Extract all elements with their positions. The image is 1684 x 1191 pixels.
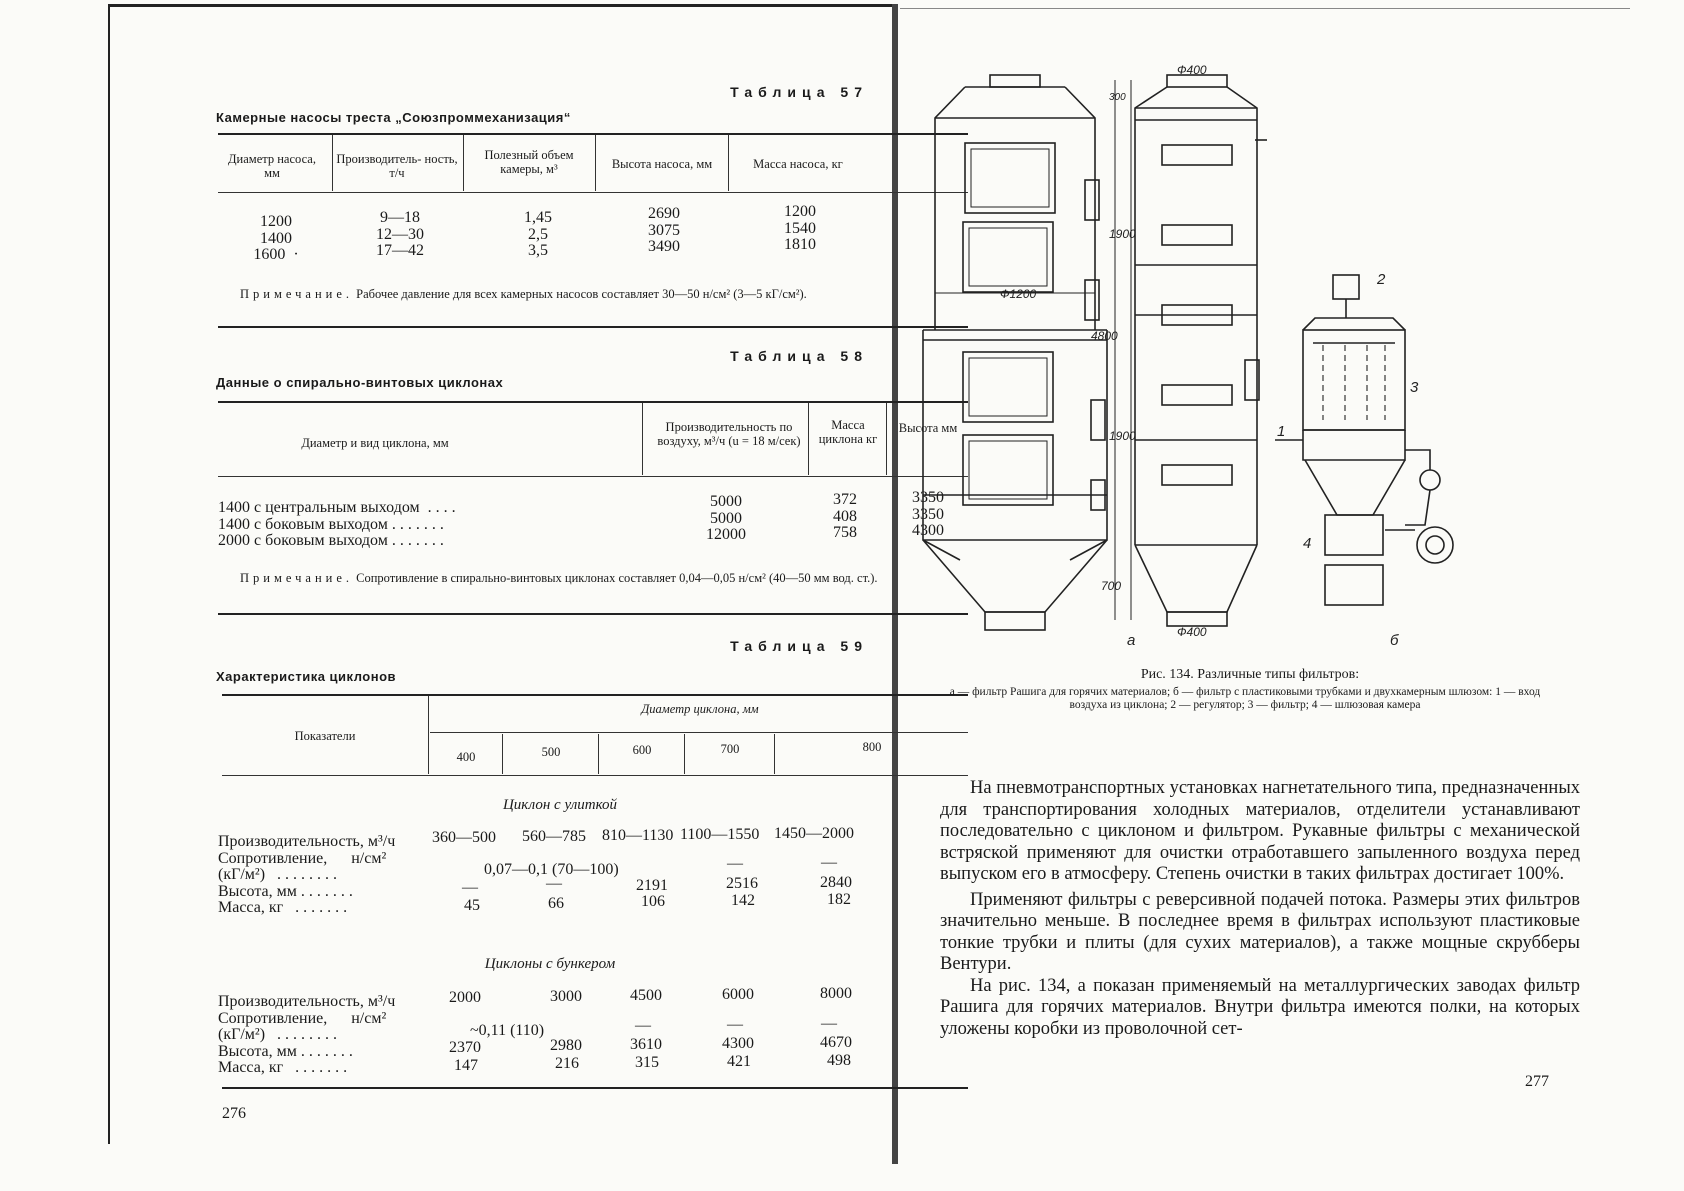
table-58-bottom-rule <box>218 613 968 615</box>
paragraph-2: Применяют фильтры с реверсивной подачей потока. Размеры этих фильтров значительно меньше. В последнее время в фильтрах используют пластиковые тонкие трубки и плиты (для сухих материалов), а также мощные скрубберы Вентури. <box>940 889 1580 974</box>
table-58-col-divider <box>808 403 809 475</box>
table-58-note-text: Сопротивление в спирально-винтовых циклонах составляет 0,04—0,05 н/см² (40—50 мм вод. ст.). <box>356 571 878 585</box>
left-page <box>110 0 958 1191</box>
table-59-s2-resistance-dash-700: — <box>727 1016 743 1033</box>
table-59-s1-height-500: — <box>546 875 562 892</box>
table-57-col-divider <box>728 135 729 191</box>
table-57-col-diameter: 1200 1400 1600 · <box>253 213 299 263</box>
table-59-s2-resistance-dash-600: — <box>635 1017 651 1034</box>
table-59-s2-mass-700: 421 <box>727 1053 751 1070</box>
table-57-col-volume: 1,45 2,5 3,5 <box>524 209 552 259</box>
table-57-note-text: Рабочее давление для всех камерных насосов составляет 30—50 н/см² (3—5 кГ/см²). <box>356 287 807 301</box>
table-59-header-params: Показатели <box>294 729 356 743</box>
paragraph-1: На пневмотранспортных установках нагнетательного типа, предназначенных для транспортирования холодных материалов, отделители устанавливают последовательно с циклоном и фильтром. Рукавные фильтры с механической встряской применяют для очистки отработавшего запыленного воздуха перед выпуском его в атмосферу. Степень очистки в таких фильтрах достигает 100%. <box>940 778 1580 884</box>
dim-1900-top: 1900 <box>1109 227 1136 241</box>
table-58-col-type: 1400 с центральным выходом . . . . 1400 с боковым выходом . . . . . . . 2000 с боковым выходом . . . . . . . <box>218 499 456 549</box>
table-57-col-mass: 1200 1540 1810 <box>784 203 816 253</box>
table-58-col-height: 3350 3350 4300 <box>912 489 944 539</box>
table-58-title: Данные о спирально-винтовых циклонах <box>216 375 504 390</box>
table-58-note <box>216 571 968 586</box>
table-59-diameter-400: 400 <box>456 750 476 764</box>
table-57-header-rule <box>218 192 968 193</box>
table-59-s2-productivity-400: 2000 <box>449 989 481 1006</box>
filter-a-column-drawing <box>1115 75 1267 626</box>
table-59-s2-productivity-600: 4500 <box>630 987 662 1004</box>
table-57-title: Камерные насосы треста „Союзпроммеханизация“ <box>216 110 571 125</box>
table-59-bottom-rule <box>222 1087 968 1089</box>
table-59-s1-mass-700: 142 <box>731 892 755 909</box>
table-59-col-divider <box>502 734 503 774</box>
table-58-col-divider <box>886 403 887 475</box>
table-59-s1-mass-800: 182 <box>827 891 851 908</box>
table-57-col-productivity: 9—18 12—30 17—42 <box>376 209 424 259</box>
table-57-header-volume: Полезный объем камеры, м³ <box>484 148 574 176</box>
figure-label-a: а <box>1127 632 1136 649</box>
dim-300: 300 <box>1109 92 1126 103</box>
figure-134-filters <box>905 0 1595 680</box>
dim-1900-bottom: 1900 <box>1109 429 1136 443</box>
table-59-s1-mass-600: 106 <box>641 893 665 910</box>
dim-phi400-bottom: Ф400 <box>1177 625 1207 639</box>
table-59-s2-height-800: 4670 <box>820 1034 852 1051</box>
table-59-s1-productivity-500: 560—785 <box>522 828 586 845</box>
table-59-s1-resistance-dash-800: — <box>821 854 837 871</box>
table-58-header-type: Диаметр и вид циклона, мм <box>301 436 449 450</box>
table-58-header-rule <box>218 476 968 477</box>
table-59-diameter-600: 600 <box>632 743 652 757</box>
dim-phi1200: Ф1200 <box>1000 287 1037 301</box>
table-59-s2-height-600: 3610 <box>630 1036 662 1053</box>
table-59-number: Таблица 59 <box>730 638 868 654</box>
table-57-note-label: Примечание. <box>240 287 354 301</box>
table-57-header-diameter: Диаметр насоса, мм <box>228 152 316 180</box>
table-59-s2-mass-600: 315 <box>635 1054 659 1071</box>
table-59-diameter-700: 700 <box>720 742 740 756</box>
table-59-s2-productivity-700: 6000 <box>722 986 754 1003</box>
table-57-header-mass: Масса насоса, кг <box>753 157 843 171</box>
table-59-s1-resistance: 0,07—0,1 (70—100) <box>484 861 619 878</box>
table-58-top-rule <box>218 401 968 403</box>
figure-label-b: б <box>1390 632 1399 649</box>
table-58-number: Таблица 58 <box>730 348 868 364</box>
table-59-s1-productivity-400: 360—500 <box>432 829 496 846</box>
table-59-s1-height-700: 2516 <box>726 875 758 892</box>
table-59-s2-resistance: ~0,11 (110) <box>470 1022 545 1039</box>
table-59-subheader-rule <box>430 732 968 733</box>
table-57-header-productivity: Производитель- ность, т/ч <box>336 152 458 180</box>
table-59-s2-mass-800: 498 <box>827 1052 851 1069</box>
table-59-col-divider <box>684 734 685 774</box>
paragraph-3: На рис. 134, а показан применяемый на металлургических заводах фильтр Рашига для горячих материалов. Внутри фильтра имеются полки, на которых уложены коробки из проволочной сет- <box>940 975 1580 1039</box>
table-59-diameter-800: 800 <box>862 740 882 754</box>
dim-700: 700 <box>1101 579 1122 593</box>
table-59-section1-title: Циклон с улиткой <box>502 797 618 813</box>
figure-caption-text: а — фильтр Рашига для горячих материалов; б — фильтр с пластиковыми трубками и двухкамерным шлюзом: 1 — вход воздуха из циклона; 2 — регулятор; 3 — фильтр; 4 — шлюзовая камера <box>949 686 1541 711</box>
figure-caption-title: Рис. 134. Различные типы фильтров: <box>1140 667 1360 682</box>
table-59-section1-labels: Производительность, м³/ч Сопротивление, н/см² (кГ/м²) . . . . . . . . Высота, мм . . . . . . . Масса, кг . . . . . . . <box>218 833 396 916</box>
table-59-col-divider <box>598 734 599 774</box>
page-number-right: 277 <box>1525 1073 1549 1090</box>
table-59-s1-productivity-800: 1450—2000 <box>774 825 854 842</box>
table-59-col-divider <box>428 696 429 774</box>
table-58-col-productivity: 5000 5000 12000 <box>706 493 746 543</box>
table-59-header-diameter: Диаметр циклона, мм <box>641 702 759 716</box>
table-59-s2-height-500: 2980 <box>550 1037 582 1054</box>
table-59-header-rule <box>222 775 968 776</box>
table-59-section2-title: Циклоны с бункером <box>484 956 616 972</box>
table-59-diameter-500: 500 <box>541 745 561 759</box>
table-58-col-divider <box>642 403 643 475</box>
table-59-s1-mass-400: 45 <box>464 897 480 914</box>
table-59-s1-height-400: — <box>462 879 478 896</box>
callout-2: 2 <box>1377 271 1386 288</box>
table-59-section2-labels: Производительность, м³/ч Сопротивление, н/см² (кГ/м²) . . . . . . . . Высота, мм . . . . . . . Масса, кг . . . . . . . <box>218 993 396 1076</box>
table-59-s1-mass-500: 66 <box>548 895 564 912</box>
table-59-top-rule <box>222 694 968 696</box>
table-59-s2-mass-400: 147 <box>454 1057 478 1074</box>
table-57-header-height: Высота насоса, мм <box>611 157 713 171</box>
page-number-left: 276 <box>222 1105 246 1122</box>
dim-4800: 4800 <box>1091 329 1118 343</box>
table-58-header-mass: Масса циклона кг <box>818 418 878 446</box>
table-57-col-divider <box>595 135 596 191</box>
table-57-number: Таблица 57 <box>730 84 868 100</box>
table-59-s2-height-400: 2370 <box>449 1039 481 1056</box>
table-59-s1-resistance-dash-700: — <box>727 855 743 872</box>
body-text <box>940 778 1580 1040</box>
table-59-s2-height-700: 4300 <box>722 1035 754 1052</box>
callout-3: 3 <box>1410 379 1419 396</box>
table-59-s1-productivity-600: 810—1130 <box>602 827 674 844</box>
table-59-s2-mass-500: 216 <box>555 1055 579 1072</box>
callout-1: 1 <box>1277 423 1286 440</box>
table-58-header-productivity: Производительность по воздуху, м³/ч (u = 18 м/сек) <box>657 420 801 448</box>
table-57-col-divider <box>332 135 333 191</box>
table-57-bottom-rule <box>218 326 968 328</box>
table-59-title: Характеристика циклонов <box>216 669 397 684</box>
table-59-s2-resistance-dash-800: — <box>821 1015 837 1032</box>
callout-4: 4 <box>1303 535 1312 552</box>
filter-b-drawing <box>1275 275 1453 605</box>
table-57-top-rule <box>218 133 968 135</box>
table-57-col-height: 2690 3075 3490 <box>648 205 680 255</box>
table-59-s1-productivity-700: 1100—1550 <box>680 826 760 843</box>
table-57-note <box>216 287 968 302</box>
table-58-header-height: Высота мм <box>898 421 958 435</box>
table-59-s1-height-800: 2840 <box>820 874 852 891</box>
filter-a-drawing <box>923 75 1107 630</box>
table-59-s2-productivity-500: 3000 <box>550 988 582 1005</box>
table-59-s2-productivity-800: 8000 <box>820 985 852 1002</box>
table-57-col-divider <box>463 135 464 191</box>
table-59-s1-height-600: 2191 <box>636 877 668 894</box>
table-58-col-mass: 372 408 758 <box>833 491 857 541</box>
dim-phi400-top: Ф400 <box>1177 63 1207 77</box>
table-58-note-label: Примечание. <box>240 571 354 585</box>
table-59-col-divider <box>774 734 775 774</box>
